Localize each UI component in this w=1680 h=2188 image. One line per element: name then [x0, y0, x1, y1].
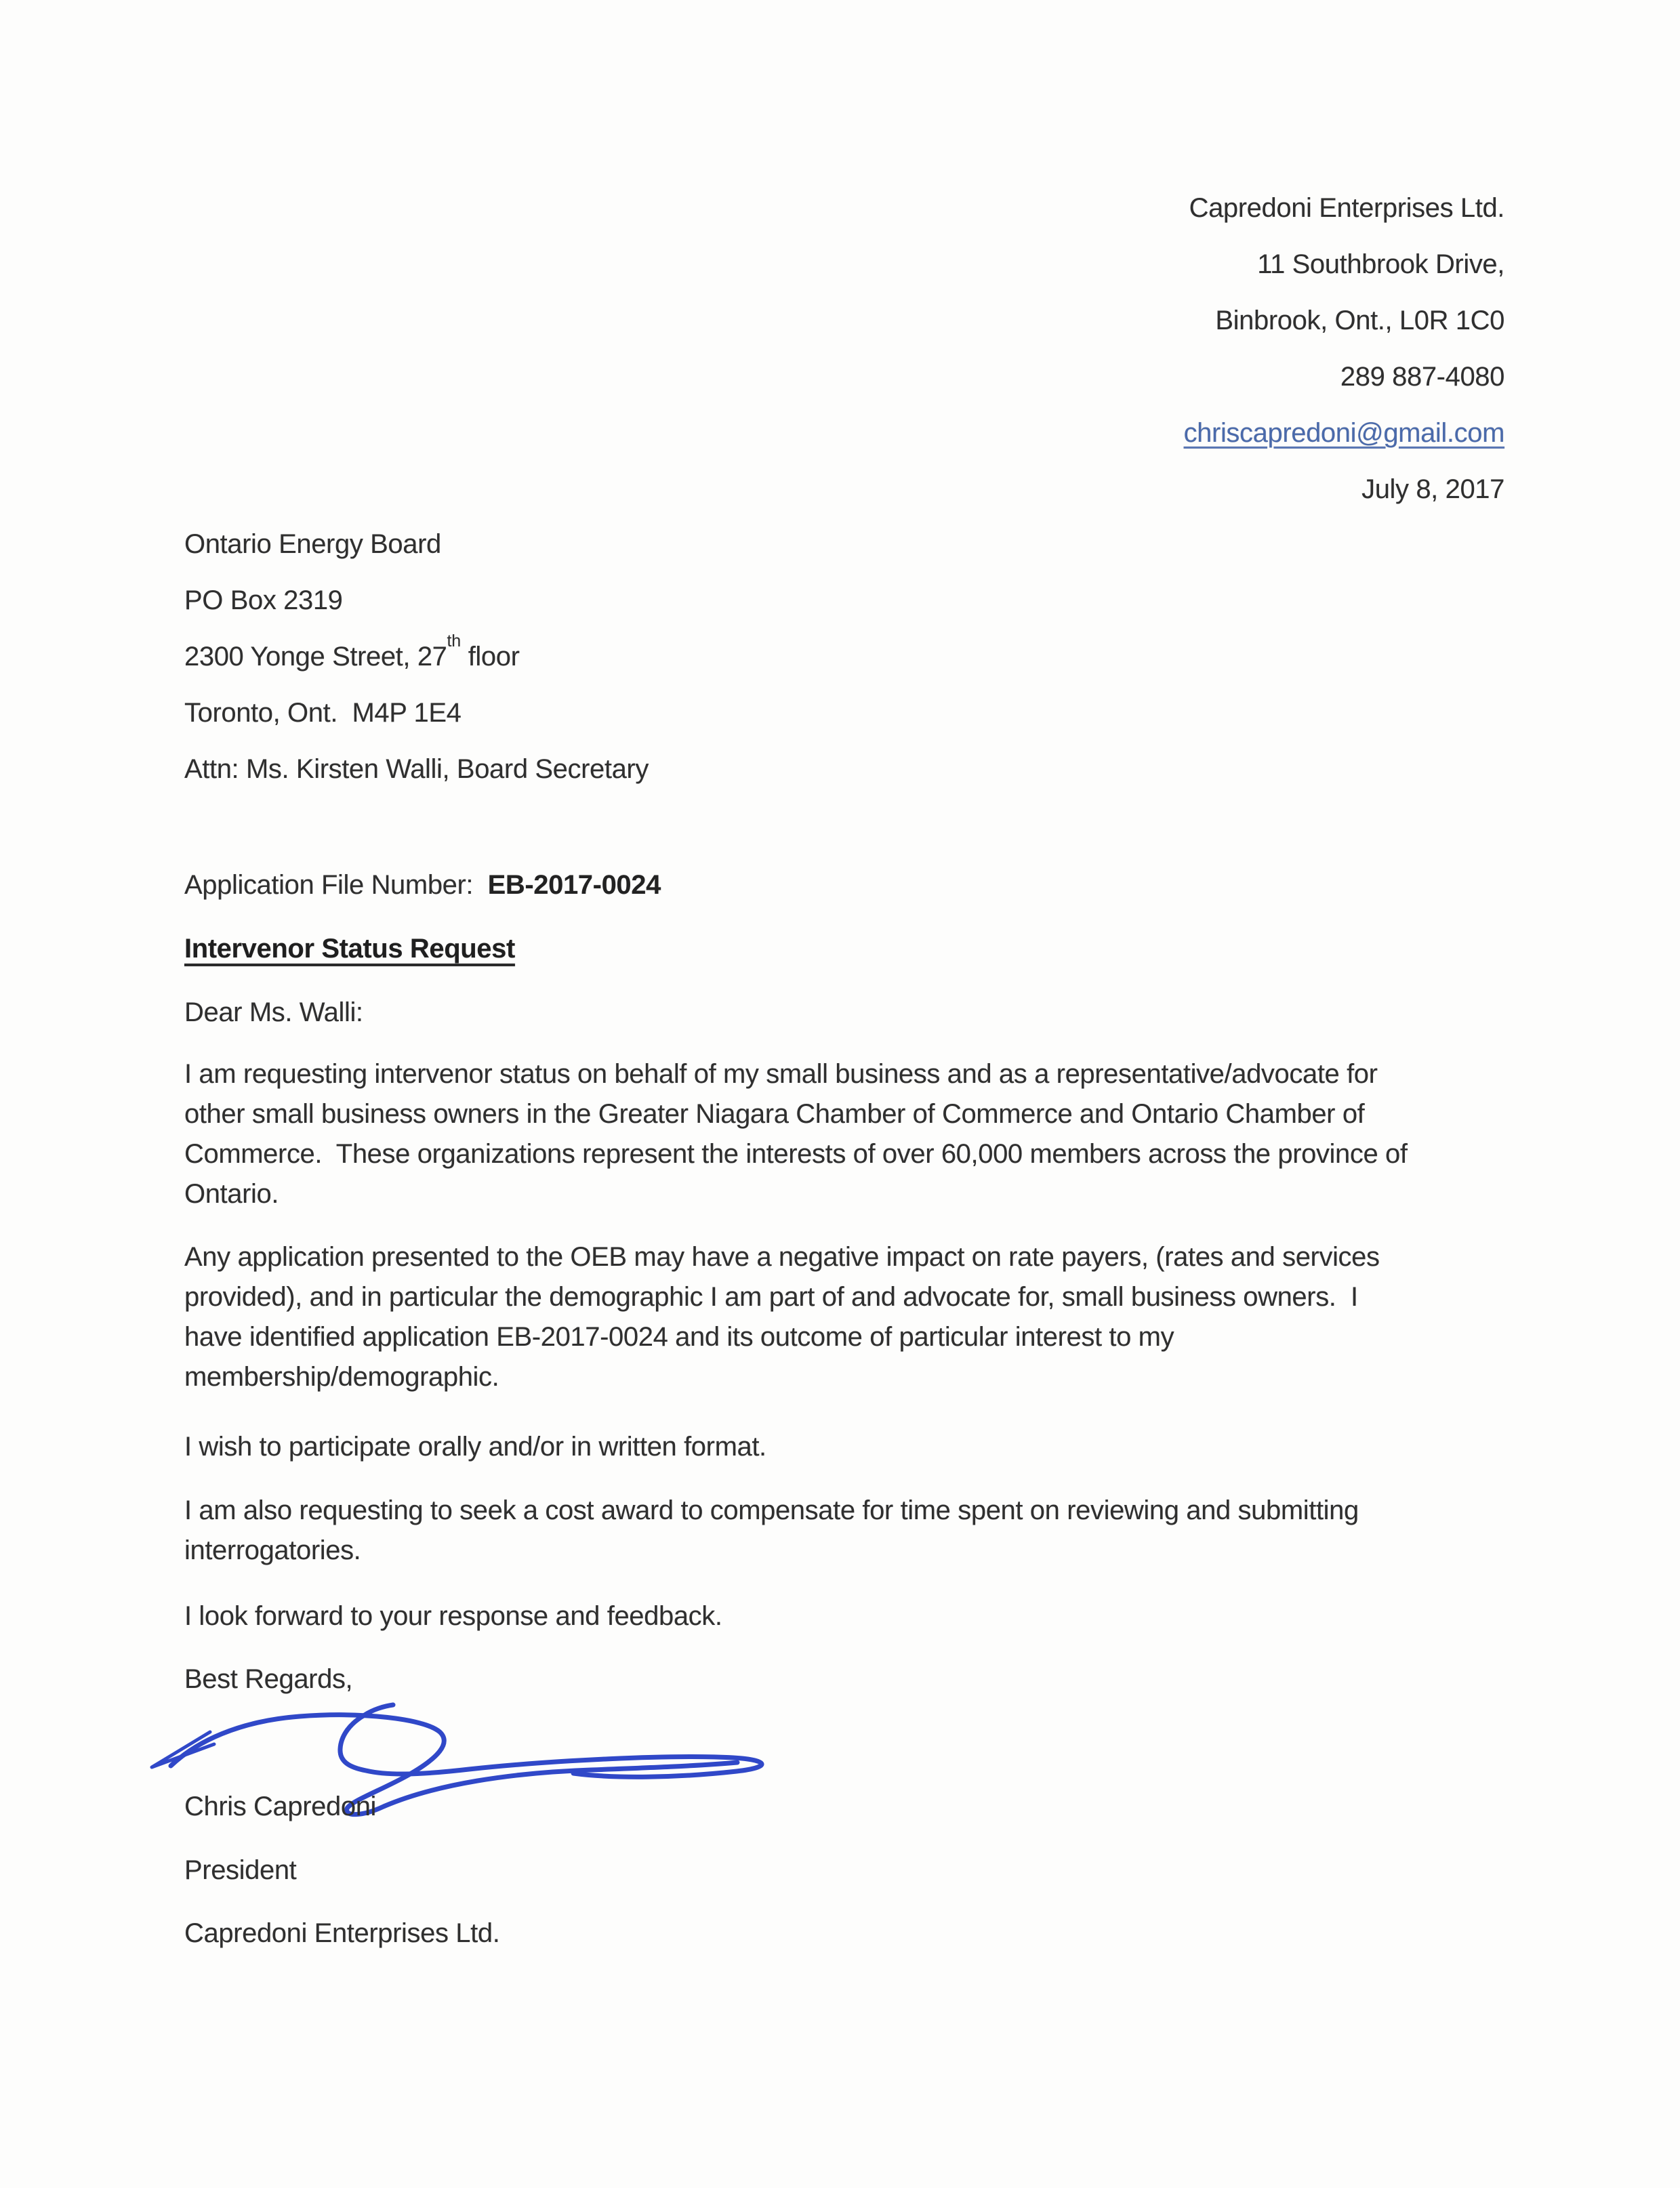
- recipient-po-box: PO Box 2319: [184, 585, 343, 615]
- paragraph-line: I look forward to your response and feedback.: [184, 1601, 722, 1631]
- sender-city: Binbrook, Ont., L0R 1C0: [1215, 306, 1504, 335]
- paragraph-line: provided), and in particular the demographic I am part of and advocate for, small business owners. I: [184, 1282, 1358, 1312]
- signature-right-stroke: [340, 1705, 762, 1777]
- application-file-number-value: EB-2017-0024: [487, 870, 661, 900]
- recipient-organization: Ontario Energy Board: [184, 529, 441, 559]
- paragraph-line: Commerce. These organizations represent the interests of over 60,000 members across the province of: [184, 1139, 1408, 1169]
- recipient-city: Toronto, Ont. M4P 1E4: [184, 698, 462, 728]
- paragraph-line: have identified application EB-2017-0024 and its outcome of particular interest to my: [184, 1322, 1174, 1352]
- paragraph-line: other small business owners in the Greater Niagara Chamber of Commerce and Ontario Chamber of: [184, 1099, 1365, 1129]
- paragraph-cost-award: [184, 1491, 1359, 1571]
- application-file-number-label: Application File Number:: [184, 870, 488, 900]
- sender-email-line: [1184, 405, 1504, 461]
- paragraph-intervenor-request: [184, 1054, 1408, 1214]
- signatory-company: Capredoni Enterprises Ltd.: [184, 1918, 500, 1948]
- sender-email-link[interactable]: chriscapredoni@gmail.com: [1183, 418, 1504, 448]
- salutation: Dear Ms. Walli:: [184, 997, 363, 1027]
- paragraph-look-forward: [184, 1596, 722, 1636]
- sender-street: 11 Southbrook Drive,: [1257, 249, 1504, 279]
- recipient-attention: Attn: Ms. Kirsten Walli, Board Secretary: [184, 754, 649, 784]
- letter-date: July 8, 2017: [1361, 474, 1504, 504]
- sender-phone: 289 887-4080: [1340, 362, 1504, 392]
- recipient-street: 2300 Yonge Street, 27th floor: [184, 631, 520, 672]
- paragraph-line: Any application presented to the OEB may have a negative impact on rate payers, (rates and services: [184, 1242, 1380, 1272]
- paragraph-line: I am also requesting to seek a cost award to compensate for time spent on reviewing and submitting: [184, 1495, 1359, 1525]
- signatory-name: Chris Capredoni: [184, 1792, 377, 1821]
- paragraph-line: membership/demographic.: [184, 1362, 499, 1392]
- signature-left-flick: [152, 1732, 214, 1767]
- paragraph-line: Ontario.: [184, 1179, 279, 1209]
- ordinal-superscript: th: [447, 631, 461, 651]
- paragraph-line: I am requesting intervenor status on behalf of my small business and as a representative/advocate for: [184, 1059, 1378, 1089]
- paragraph-line: interrogatories.: [184, 1535, 361, 1565]
- sender-block: [1184, 180, 1504, 518]
- signatory-title: President: [184, 1855, 297, 1885]
- paragraph-participation-format: [184, 1427, 766, 1467]
- sender-company: Capredoni Enterprises Ltd.: [1189, 193, 1504, 223]
- paragraph-application-impact: [184, 1237, 1380, 1397]
- recipient-block: [184, 516, 649, 798]
- application-file-number-line: [184, 865, 661, 905]
- paragraph-line: I wish to participate orally and/or in written format.: [184, 1432, 766, 1462]
- valediction: Best Regards,: [184, 1664, 353, 1694]
- subject-heading: Intervenor Status Request: [184, 934, 515, 964]
